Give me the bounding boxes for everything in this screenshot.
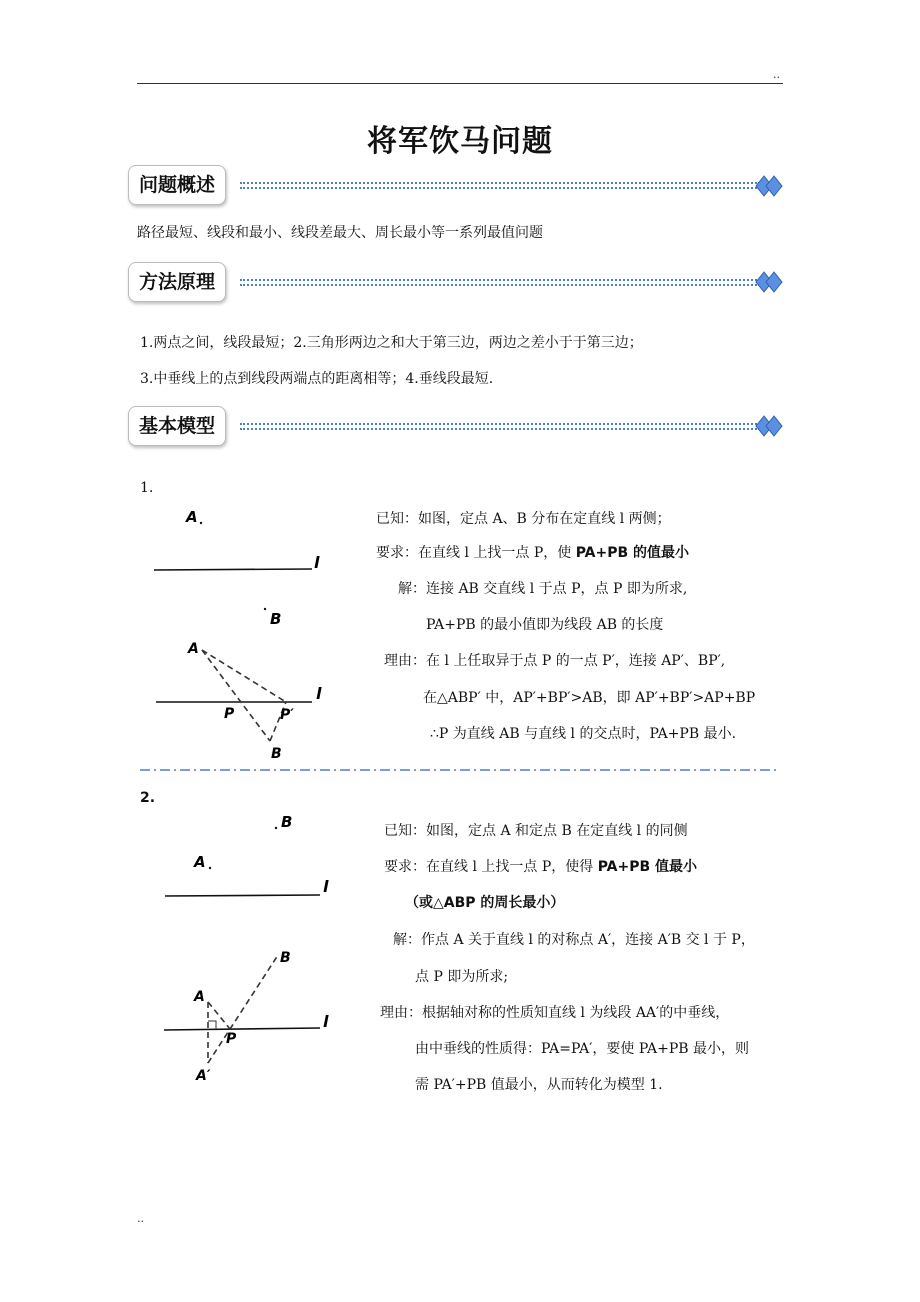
diamond-icon: [754, 172, 786, 200]
model2-solution-1: 解：作点 A 关于直线 l 的对称点 A′，连接 A′B 交 l 于 P，: [393, 932, 755, 948]
fig1-label-B: B: [270, 610, 282, 628]
model2-solution-2: 点 P 即为所求;: [415, 969, 509, 985]
fig2-label-A: A: [194, 853, 206, 871]
fig2b-label-l: l: [323, 1012, 329, 1031]
method-line-1: 1.两点之间，线段最短；2.三角形两边之和大于第三边，两边之差小于于第三边；: [140, 335, 643, 351]
model1-number: 1.: [140, 480, 154, 496]
model2-reason-2: 由中垂线的性质得：PA=PA′，要使 PA+PB 最小，则: [415, 1041, 749, 1057]
model2-figure: [150, 805, 350, 1085]
model2-given: 已知：如图，定点 A 和定点 B 在定直线 l 的同侧: [384, 823, 688, 839]
fig2b-label-A2: A′: [196, 1068, 211, 1084]
fig1b-label-P2: P′: [280, 707, 294, 723]
fig1-label-A: A: [186, 508, 198, 526]
fig2-label-B: B: [281, 813, 293, 831]
section-divider: [240, 279, 760, 286]
fig2b-segment-AP: [208, 1002, 230, 1029]
fig2-line-l: [165, 895, 320, 896]
model1-solution-2: PA+PB 的最小值即为线段 AB 的长度: [426, 617, 664, 633]
page-title: 将军饮马问题: [367, 124, 553, 159]
model1-requirement: 要求：在直线 l 上找一点 P，使 PA+PB 的值最小: [376, 545, 690, 561]
model1-solution-1: 解：连接 AB 交直线 l 于点 P，点 P 即为所求,: [398, 581, 688, 597]
model-separator: [140, 766, 776, 774]
fig2b-label-B: B: [280, 950, 291, 966]
fig1b-segment-AB: [202, 650, 270, 741]
model2-number: 2.: [140, 790, 156, 806]
model2-reason-3: 需 PA′+PB 值最小，从而转化为模型 1.: [415, 1077, 663, 1093]
section-heading-method: 方法原理: [128, 262, 226, 302]
header-rule: [137, 83, 783, 84]
model1-reason-3: ∴P 为直线 AB 与直线 l 的交点时，PA+PB 最小.: [430, 726, 737, 742]
model1-figure: [140, 500, 340, 765]
header-mark: ..: [773, 68, 780, 81]
section-divider: [240, 182, 760, 189]
fig1b-segment-AP2: [202, 650, 286, 702]
model2-reason-1: 理由：根据轴对称的性质知直线 l 为线段 AA′的中垂线，: [380, 1005, 730, 1021]
fig1-label-l: l: [314, 553, 320, 572]
fig1b-label-l: l: [316, 684, 322, 703]
model2-requirement: 要求：在直线 l 上找一点 P，使得 PA+PB 值最小: [384, 859, 698, 875]
diamond-icon: [754, 412, 786, 440]
diamond-icon: [754, 268, 786, 296]
fig1b-label-B: B: [271, 746, 282, 762]
fig2b-line-l: [164, 1028, 320, 1030]
fig1b-label-A: A: [188, 641, 199, 657]
fig2b-right-angle: [208, 1021, 216, 1029]
model1-reason-2: 在△ABP′ 中，AP′+BP′>AB，即 AP′+BP′>AP+BP: [423, 690, 756, 706]
fig2b-label-A: A: [194, 989, 205, 1005]
fig2b-label-P: P: [226, 1031, 237, 1047]
fig1-line-l: [154, 569, 312, 570]
overview-text: 路径最短、线段和最小、线段差最大、周长最小等一系列最值问题: [137, 225, 543, 241]
fig2-label-l: l: [323, 877, 329, 896]
section-heading-overview: 问题概述: [128, 165, 226, 205]
model1-reason-1: 理由：在 l 上任取异于点 P 的一点 P′，连接 AP′、BP′,: [384, 653, 726, 669]
fig1b-label-P: P: [224, 706, 235, 722]
footer-mark: ..: [137, 1212, 144, 1225]
model1-given: 已知：如图，定点 A、B 分布在定直线 l 两侧；: [376, 511, 671, 527]
section-heading-models: 基本模型: [128, 406, 226, 446]
section-divider: [240, 423, 760, 430]
method-line-2: 3.中垂线上的点到线段两端点的距离相等；4.垂线段最短.: [140, 371, 494, 387]
fig2b-segment-A2B: [208, 955, 278, 1063]
model2-requirement-paren: （或△ABP 的周长最小）: [405, 895, 565, 911]
